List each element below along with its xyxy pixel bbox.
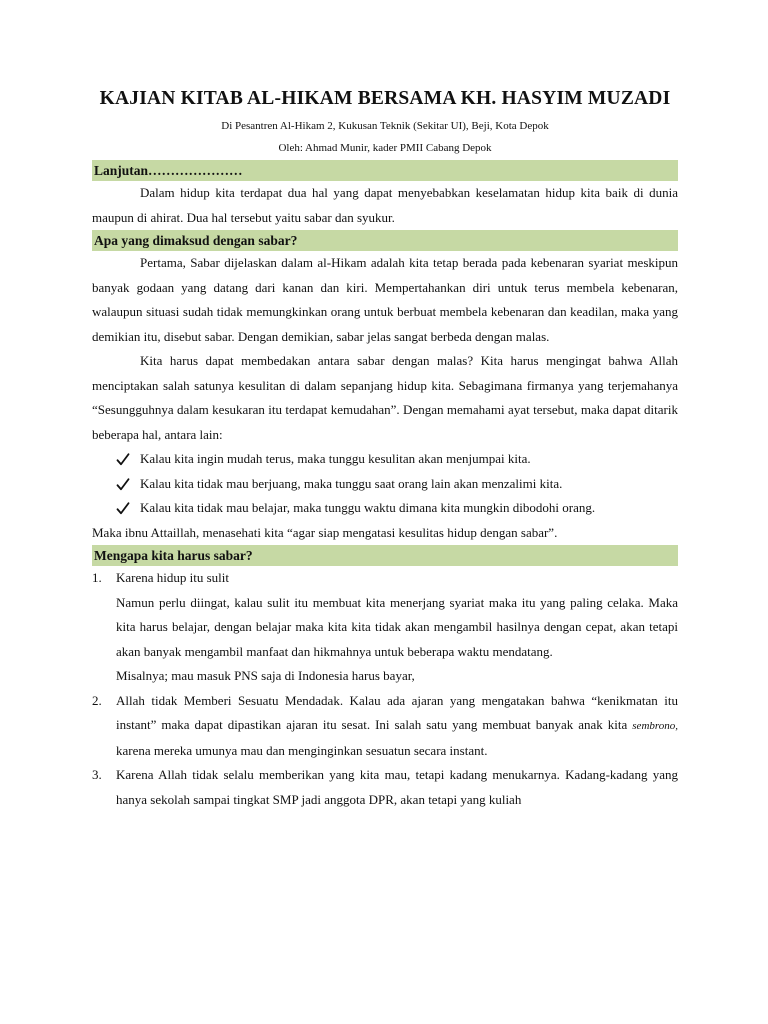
document-page <box>92 84 678 812</box>
list-item-text: Kalau kita ingin mudah terus, maka tunggu kesulitan akan menjumpai kita. <box>140 451 531 466</box>
item-number: 1. <box>92 570 102 585</box>
section-heading-sabar-definition: Apa yang dimaksud dengan sabar? <box>92 230 678 251</box>
list-item-text: Kalau kita tidak mau belajar, maka tunggu waktu dimana kita mungkin dibodohi orang. <box>140 500 596 515</box>
document-subtitle: Di Pesantren Al-Hikam 2, Kukusan Teknik (Sekitar UI), Beji, Kota Depok <box>221 120 549 132</box>
list-item <box>92 496 678 521</box>
reason-example: Misalnya; mau masuk PNS saja di Indonesia harus bayar, <box>116 668 415 683</box>
section-heading-why-sabar: Mengapa kita harus sabar? <box>92 545 678 566</box>
document-author: Oleh: Ahmad Munir, kader PMII Cabang Depok <box>278 142 492 154</box>
reason-text: Karena Allah tidak selalu memberikan yang kita mau, tetapi kadang menukarnya. Kadang-kadang yang hanya sekolah sampai tingkat SMP jadi anggota DPR, akan tetapi yang kuliah <box>116 767 678 807</box>
reason-title: Karena hidup itu sulit <box>116 570 230 585</box>
sabar-vs-malas-paragraph: Kita harus dapat membedakan antara sabar dengan malas? Kita harus mengingat bahwa Allah menciptakan salah satunya kesulitan di dalam sepanjang hidup kita. Sebagimana firmanya yang terjemahanya “Sesungguhnya dalam kesukaran itu terdapat kemudahan”. Dengan memahami ayat tersebut, maka dapat ditarik beberapa hal, antara lain: <box>92 353 678 442</box>
consequence-list <box>92 447 678 521</box>
reason-text-before: Allah tidak Memberi Sesuatu Mendadak. Kalau ada ajaran yang mengatakan bahwa “kenikmatan itu instant” maka dapat dipastikan ajaran itu sesat. Ini salah satu yang membuat banyak anak kita <box>116 692 678 732</box>
list-item-text: Kalau kita tidak mau berjuang, maka tunggu saat orang lain akan menzalimi kita. <box>140 475 563 491</box>
document-title: KAJIAN KITAB AL-HIKAM BERSAMA KH. HASYIM MUZADI <box>99 88 671 109</box>
list-item <box>92 447 678 472</box>
item-number: 2. <box>92 692 102 708</box>
ibnu-attaillah-advice: Maka ibnu Attaillah, menasehati kita “agar siap mengatasi kesulitas hidup dengan sabar”. <box>92 524 558 540</box>
check-mark-icon <box>116 472 130 497</box>
emphasis-sembrono: sembrono, <box>632 720 679 732</box>
reason-body: Namun perlu diingat, kalau sulit itu membuat kita menerjang syariat maka itu yang paling celaka. Maka kita harus belajar, dengan belajar maka kita kita tidak akan mengambil hasilnya dengan cepat, akan tetapi akan banyak mengambil manfaat dan hikmahnya untuk beberapa waktu mendatang. <box>116 594 678 659</box>
reason-item-2 <box>92 689 678 764</box>
list-item <box>92 472 678 497</box>
check-mark-icon <box>116 447 130 472</box>
item-number: 3. <box>92 767 102 782</box>
reason-item-1 <box>92 566 678 689</box>
section-heading-lanjutan: Lanjutan………………… <box>92 160 678 181</box>
reason-text-after: karena mereka umunya mau dan menginginkan sesuatun secara instant. <box>116 742 488 758</box>
intro-paragraph: Dalam hidup kita terdapat dua hal yang dapat menyebabkan keselamatan hidup kita baik di dunia maupun di ahirat. Dua hal tersebut yaitu sabar dan syukur. <box>92 185 678 225</box>
check-mark-icon <box>116 496 130 521</box>
reason-text <box>116 689 678 764</box>
sabar-definition-paragraph: Pertama, Sabar dijelaskan dalam al-Hikam adalah kita tetap berada pada kebenaran syariat meskipun banyak godaan yang datang dari kanan dan kiri. Mempertahankan diri untuk terus membela kebenaran, walaupun situasi sudah tidak memungkinkan orang untuk berbuat membela kebenaran dan keadilan, maka yang demikian itu, disebut sabar. Dengan demikian, sabar jelas sangat berbeda dengan malas. <box>92 255 678 344</box>
reason-item-3 <box>92 763 678 812</box>
reasons-list <box>92 566 678 812</box>
